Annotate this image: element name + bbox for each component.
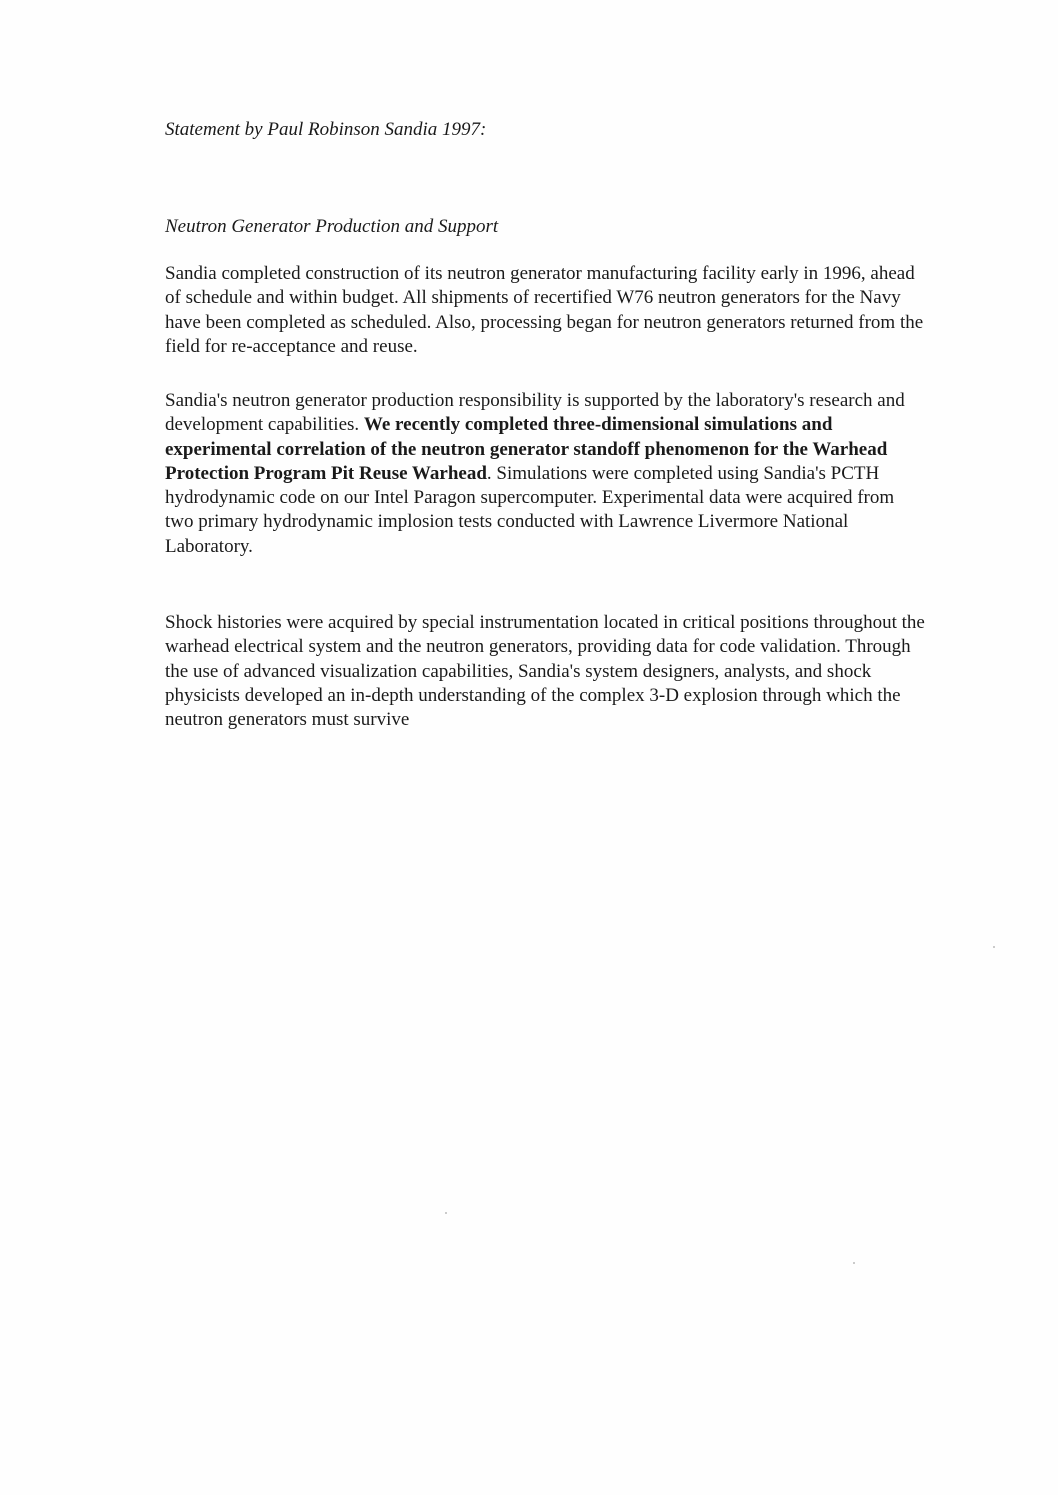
paragraph-shock-histories [165, 611, 925, 732]
section-heading: Neutron Generator Production and Support [165, 216, 499, 237]
statement-attribution: Statement by Paul Robinson Sandia 1997: [165, 119, 487, 140]
scan-speck [445, 1212, 447, 1214]
paragraph-bold-highlight: We recently completed three-dimensional simulations and experimental correlation of the neutron generator standoff phenomenon for the Warhead Protection Program Pit Reuse Warhead [165, 414, 888, 484]
paragraph-text: Shock histories were acquired by special instrumentation located in critical positions throughout the warhead electrical system and the neutron generators, providing data for code validation. Through the use of advanced visualization capabilities, Sandia's system designers, analysts, and shock physicists developed an in-depth understanding of the complex 3-D explosion through which the neutron generators must survive [165, 612, 925, 731]
paragraph-research [165, 389, 925, 559]
scan-speck [853, 1262, 855, 1264]
paragraph-text-lead: Sandia's neutron generator production responsibility is supported by the laboratory's research and development capabilities. [165, 390, 905, 436]
scan-speck [993, 946, 995, 948]
paragraph-text-tail: . Simulations were completed using Sandia's PCTH hydrodynamic code on our Intel Paragon supercomputer. Experimental data were acquired from two primary hydrodynamic implosion tests conducted with Lawrence Livermore National Laboratory. [165, 462, 895, 557]
paragraph-text: Sandia completed construction of its neutron generator manufacturing facility early in 1996, ahead of schedule and within budget. All shipments of recertified W76 neutron generators for the Navy have been completed as scheduled. Also, processing began for neutron generators returned from the field for re-acceptance and reuse. [165, 263, 924, 357]
paragraph-facility [165, 262, 925, 359]
